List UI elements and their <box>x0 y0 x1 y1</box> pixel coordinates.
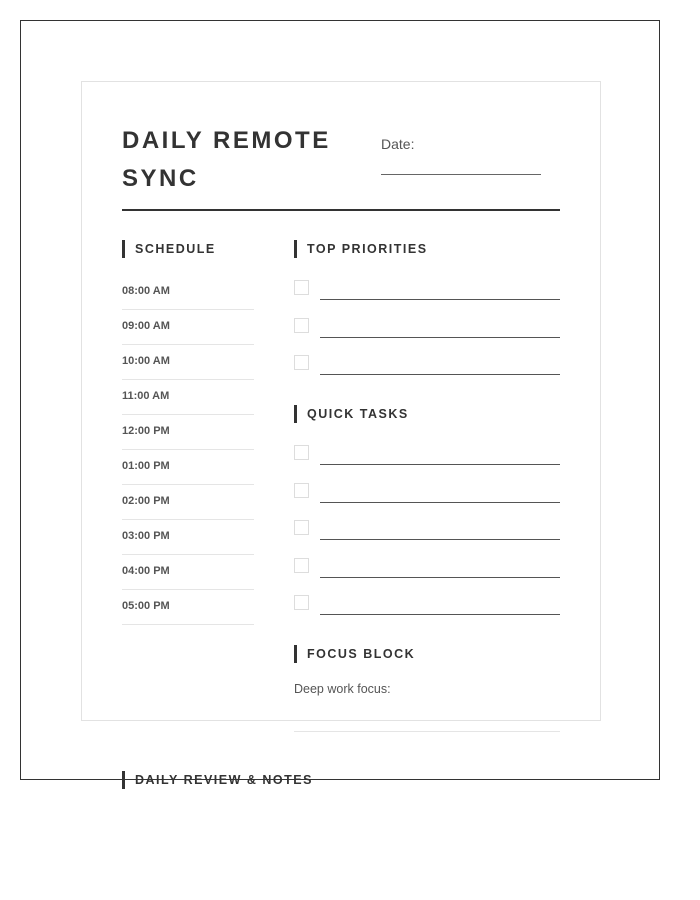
priority-item <box>294 355 560 393</box>
quick-task-checkbox[interactable] <box>294 558 309 573</box>
quick-task-item <box>294 483 560 521</box>
priorities-list <box>294 280 560 393</box>
schedule-slot[interactable]: 08:00 AM <box>122 275 254 310</box>
priority-checkbox[interactable] <box>294 318 309 333</box>
quick-task-item <box>294 595 560 633</box>
priority-item <box>294 318 560 356</box>
header-divider <box>122 209 560 211</box>
schedule-slot[interactable]: 09:00 AM <box>122 310 254 345</box>
focus-block-heading: FOCUS BLOCK <box>294 645 415 663</box>
priority-checkbox[interactable] <box>294 355 309 370</box>
quick-task-write-line[interactable] <box>320 577 560 578</box>
quick-tasks-list <box>294 445 560 633</box>
quick-task-checkbox[interactable] <box>294 595 309 610</box>
schedule-slot[interactable]: 01:00 PM <box>122 450 254 485</box>
schedule-slot[interactable]: 05:00 PM <box>122 590 254 625</box>
quick-task-checkbox[interactable] <box>294 483 309 498</box>
quick-task-item <box>294 445 560 483</box>
schedule-slot[interactable]: 04:00 PM <box>122 555 254 590</box>
quick-task-write-line[interactable] <box>320 614 560 615</box>
schedule-slot[interactable]: 10:00 AM <box>122 345 254 380</box>
quick-task-item <box>294 520 560 558</box>
date-field-line[interactable] <box>381 174 541 175</box>
schedule-slot[interactable]: 11:00 AM <box>122 380 254 415</box>
schedule-slot[interactable]: 02:00 PM <box>122 485 254 520</box>
quick-task-write-line[interactable] <box>320 539 560 540</box>
priority-checkbox[interactable] <box>294 280 309 295</box>
daily-review-heading: DAILY REVIEW & NOTES <box>122 771 313 789</box>
planner-title: DAILY REMOTE SYNC <box>122 127 331 192</box>
priority-write-line[interactable] <box>320 337 560 338</box>
schedule-slot[interactable]: 03:00 PM <box>122 520 254 555</box>
top-priorities-heading: TOP PRIORITIES <box>294 240 428 258</box>
quick-task-write-line[interactable] <box>320 502 560 503</box>
quick-task-item <box>294 558 560 596</box>
schedule-slot[interactable]: 12:00 PM <box>122 415 254 450</box>
priority-item <box>294 280 560 318</box>
schedule-list <box>122 275 254 625</box>
schedule-heading: SCHEDULE <box>122 240 216 258</box>
date-label: Date: <box>381 136 415 152</box>
focus-write-line[interactable] <box>294 731 560 732</box>
focus-label: Deep work focus: <box>294 682 391 696</box>
priority-write-line[interactable] <box>320 299 560 300</box>
quick-task-checkbox[interactable] <box>294 445 309 460</box>
quick-task-write-line[interactable] <box>320 464 560 465</box>
quick-tasks-heading: QUICK TASKS <box>294 405 409 423</box>
quick-task-checkbox[interactable] <box>294 520 309 535</box>
priority-write-line[interactable] <box>320 374 560 375</box>
